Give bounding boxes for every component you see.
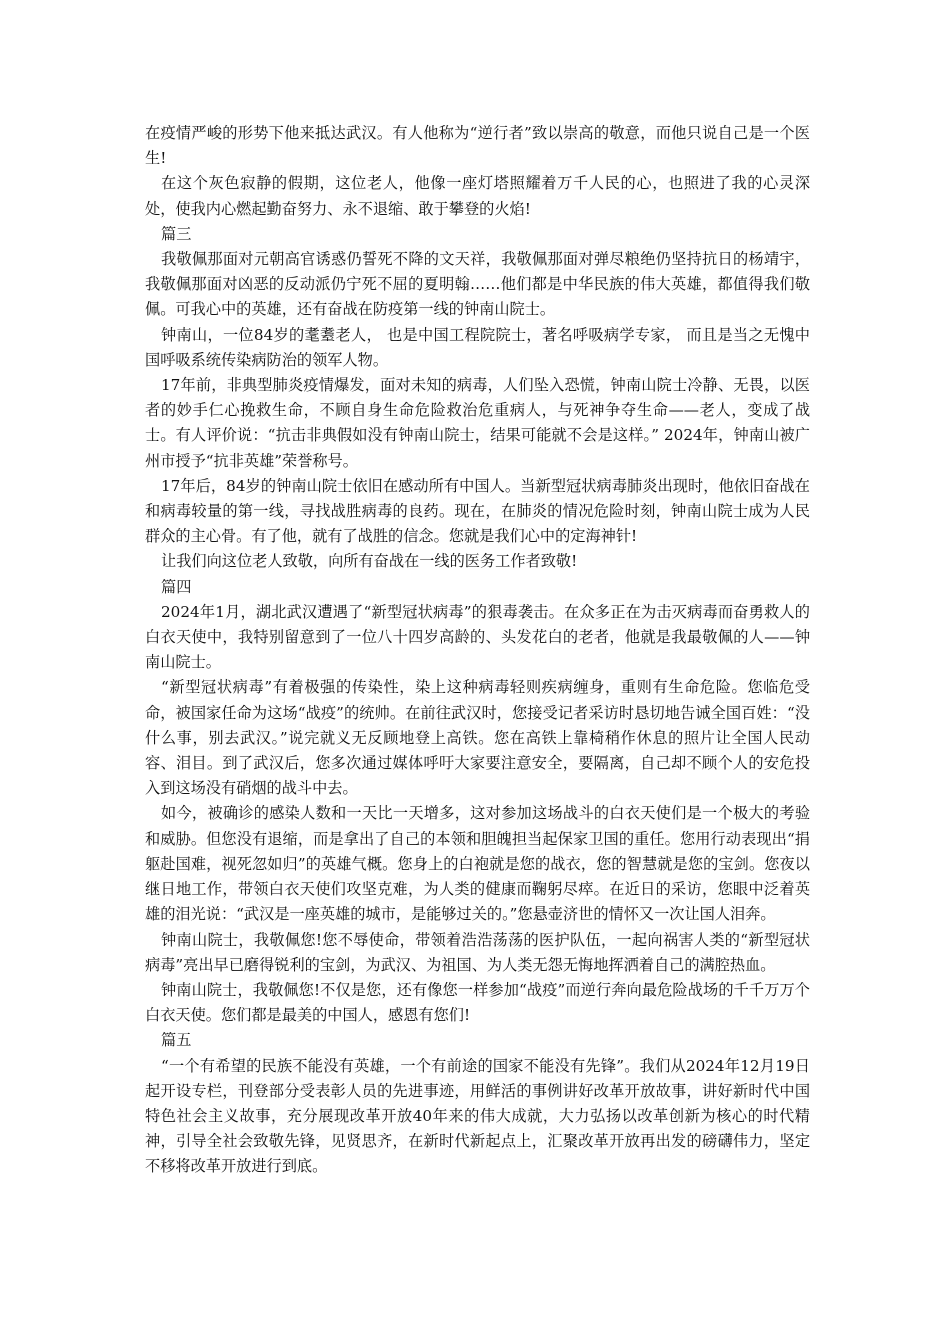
document-page (145, 121, 810, 1180)
paragraph: 钟南山，一位84岁的耄耋老人， 也是中国工程院院士，著名呼吸病学专家， 而且是当之无愧中国呼吸系统传染病防治的领军人物。 (145, 325, 810, 369)
section-heading: 篇四 (161, 577, 192, 596)
paragraph: “一个有希望的民族不能没有英雄，一个有前途的国家不能没有先锋”。我们从2024年12月19日起开设专栏，刊登部分受表彰人员的先进事迹，用鲜活的事例讲好改革开放故事，讲好新时代中国特色社会主义故事，充分展现改革开放40年来的伟大成就，大力弘扬以改革创新为核心的时代精神，引导全社会致敬先锋，见贤思齐，在新时代新起点上，汇聚改革开放再出发的磅礴伟力，坚定不移将改革开放进行到底。 (145, 1056, 810, 1176)
paragraph: 在疫情严峻的形势下他来抵达武汉。有人他称为“逆行者”致以崇高的敬意，而他只说自己是一个医生! (145, 124, 810, 168)
paragraph: 17年前，非典型肺炎疫情爆发，面对未知的病毒，人们坠入恐慌，钟南山院士冷静、无畏，以医者的妙手仁心挽救生命，不顾自身生命危险救治危重病人，与死神争夺生命——老人，变成了战士。有人评价说：“抗击非典假如没有钟南山院士，结果可能就不会是这样。” 2024年，钟南山被广州市授予“抗非英雄”荣誉称号。 (145, 376, 810, 470)
paragraph: 钟南山院士，我敬佩您!您不辱使命，带领着浩浩荡荡的医护队伍，一起向祸害人类的“新型冠状病毒”亮出早已磨得锐利的宝剑，为武汉、为祖国、为人类无怨无悔地挥洒着自己的满腔热血。 (145, 930, 810, 974)
paragraph: 在这个灰色寂静的假期，这位老人，他像一座灯塔照耀着万千人民的心，也照进了我的心灵深处，使我内心燃起勤奋努力、永不退缩、敢于攀登的火焰! (145, 174, 810, 218)
section-heading: 篇五 (161, 1031, 192, 1050)
paragraph: “新型冠状病毒”有着极强的传染性，染上这种病毒轻则疾病缠身，重则有生命危险。您临危受命，被国家任命为这场“战疫”的统帅。在前往武汉时，您接受记者采访时恳切地告诫全国百姓：“没什么事，别去武汉。”说完就义无反顾地登上高铁。您在高铁上靠椅稍作休息的照片让全国人民动容、泪目。到了武汉后，您多次通过媒体呼吁大家要注意安全，要隔离，自己却不顾个人的安危投入到这场没有硝烟的战斗中去。 (145, 678, 810, 798)
paragraph: 2024年1月，湖北武汉遭遇了“新型冠状病毒”的狠毒袭击。在众多正在为击灭病毒而奋勇救人的白衣天使中，我特别留意到了一位八十四岁高龄的、头发花白的老者，他就是我最敬佩的人——钟南山院士。 (145, 602, 810, 672)
paragraph: 我敬佩那面对元朝高官诱惑仍誓死不降的文天祥，我敬佩那面对弹尽粮绝仍坚持抗日的杨靖宇，我敬佩那面对凶恶的反动派仍宁死不屈的夏明翰……他们都是中华民族的伟大英雄，都值得我们敬佩。可我心中的英雄，还有奋战在防疫第一线的钟南山院士。 (145, 250, 810, 319)
paragraph: 钟南山院士，我敬佩您!不仅是您，还有像您一样参加“战疫”而逆行奔向最危险战场的千千万万个白衣天使。您们都是最美的中国人，感恩有您们! (145, 980, 810, 1025)
paragraph: 17年后，84岁的钟南山院士依旧在感动所有中国人。当新型冠状病毒肺炎出现时，他依旧奋战在和病毒较量的第一线，寻找战胜病毒的良药。现在，在肺炎的情况危险时刻，钟南山院士成为人民群众的主心骨。有了他，就有了战胜的信念。您就是我们心中的定海神针! (145, 476, 810, 546)
paragraph: 让我们向这位老人致敬，向所有奋战在一线的医务工作者致敬! (161, 552, 578, 571)
paragraph: 如今，被确诊的感染人数和一天比一天增多，这对参加这场战斗的白衣天使们是一个极大的考验和威胁。但您没有退缩，而是拿出了自己的本领和胆魄担当起保家卫国的重任。您用行动表现出“捐躯赴国难，视死忽如归”的英雄气概。您身上的白袍就是您的战衣，您的智慧就是您的宝剑。您夜以继日地工作，带领白衣天使们攻坚克难，为人类的健康而鞠躬尽瘁。在近日的采访，您眼中泛着英雄的泪光说：“武汉是一座英雄的城市，是能够过关的。”您悬壶济世的情怀又一次让国人泪奔。 (145, 804, 810, 924)
section-heading: 篇三 (161, 224, 192, 243)
